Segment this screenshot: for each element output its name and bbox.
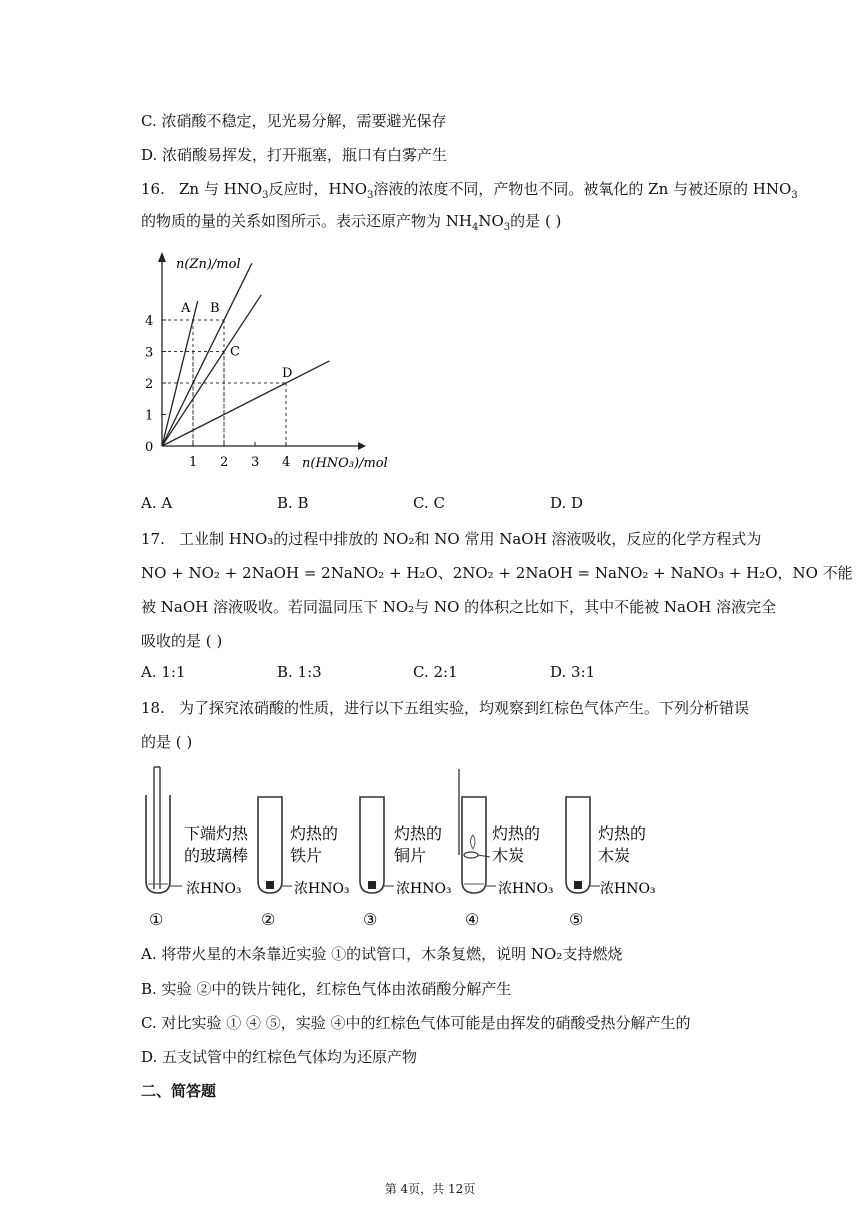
y-tick-label-4: 4 xyxy=(145,314,154,329)
q18-stem-line1 xyxy=(141,697,749,719)
zn-hno3-graph xyxy=(140,248,410,478)
iron-piece xyxy=(266,881,274,889)
series-label-B: B xyxy=(210,301,220,316)
tube-3-number: ③ xyxy=(363,910,378,929)
series-label-C: C xyxy=(230,344,240,360)
x-axis-label: n(HNO₃)/mol xyxy=(302,456,388,471)
tube-3-label-1: 灼热的 xyxy=(394,824,443,843)
q17-stem-line4: 吸收的是 ( ) xyxy=(141,632,223,650)
tube-5-number: ⑤ xyxy=(569,910,584,929)
tube-4-label-1: 灼热的 xyxy=(492,824,541,843)
q16-stem-line2: 的物质的量的关系如图所示。表示还原产物为 $NH_4NO_3$的是 ( ) xyxy=(141,212,562,233)
series-line-C xyxy=(162,295,261,446)
q16-text-part: 的是 ( ) xyxy=(510,212,562,230)
q16-option-a[interactable]: A. A xyxy=(141,494,173,512)
q16-text-part: 的物质的量的关系如图所示。表示还原产物为 NH xyxy=(141,212,472,230)
y-tick-label-3: 3 xyxy=(145,345,154,361)
q16-text-part: NO xyxy=(478,212,504,230)
q18-option-b[interactable]: B. 实验 ②中的铁片钝化，红棕色气体由浓硝酸分解产生 xyxy=(141,980,512,998)
test-tube-figure xyxy=(140,765,670,935)
q17-option-c[interactable]: C. 2:1 xyxy=(413,663,458,681)
q16-option-d[interactable]: D. D xyxy=(550,494,584,512)
flame-icon xyxy=(471,835,476,849)
q17-text: 工业制 HNO₃的过程中排放的 NO₂和 NO 常用 NaOH 溶液吸收，反应的化学方程式为 xyxy=(179,530,762,548)
q18-option-d[interactable]: D. 五支试管中的红棕色气体均为还原产物 xyxy=(141,1048,418,1066)
x-axis-arrow xyxy=(358,442,366,450)
tube-1-label-2: 的玻璃棒 xyxy=(184,846,249,865)
tube-2-acid: 浓HNO₃ xyxy=(294,881,350,897)
tube-1-label-1: 下端灼热 xyxy=(184,824,249,843)
question-number: 17. xyxy=(141,530,165,548)
origin-label: 0 xyxy=(145,440,154,455)
charcoal-piece xyxy=(574,881,582,889)
tube-2-number: ② xyxy=(261,910,276,929)
q16-option-b[interactable]: B. B xyxy=(277,494,309,512)
tube-1-number: ① xyxy=(149,910,164,929)
question-number: 16. xyxy=(141,180,165,198)
series-line-D xyxy=(162,361,329,446)
tube-5 xyxy=(566,797,656,929)
copper-piece xyxy=(368,881,376,889)
q16-text-part: Zn 与 HNO xyxy=(179,180,263,198)
series-label-D: D xyxy=(282,366,293,381)
x-tick-label-1: 1 xyxy=(189,455,198,470)
q17-option-b[interactable]: B. 1:3 xyxy=(277,663,322,681)
tube-2-label-1: 灼热的 xyxy=(290,824,339,843)
tube-5-label-2: 木炭 xyxy=(598,846,631,865)
series-line-A xyxy=(162,301,198,446)
tube-4-acid: 浓HNO₃ xyxy=(498,881,554,897)
y-tick-label-2: 2 xyxy=(145,377,154,392)
tube-1-acid: 浓HNO₃ xyxy=(186,881,242,897)
q17-stem-line2: NO + NO₂ + 2NaOH = 2NaNO₂ + H₂O、2NO₂ + 2NaOH = NaNO₂ + NaNO₃ + H₂O，NO 不能 xyxy=(141,564,853,582)
q17-option-a[interactable]: A. 1:1 xyxy=(141,663,186,681)
q15-option-c: C. 浓硝酸不稳定，见光易分解，需要避光保存 xyxy=(141,112,447,130)
q18-text: 为了探究浓硝酸的性质，进行以下五组实验，均观察到红棕色气体产生。下列分析错误 xyxy=(179,699,750,717)
q17-option-d[interactable]: D. 3:1 xyxy=(550,663,596,681)
q17-stem-line1 xyxy=(141,528,761,550)
tube-1 xyxy=(146,767,249,929)
q15-option-d: D. 浓硝酸易挥发，打开瓶塞，瓶口有白雾产生 xyxy=(141,146,448,164)
charcoal xyxy=(464,852,478,858)
q18-option-a[interactable]: A. 将带火星的木条靠近实验 ①的试管口，木条复燃，说明 NO₂支持燃烧 xyxy=(141,945,623,963)
x-tick-label-2: 2 xyxy=(220,455,229,470)
q16-text-part: 溶液的浓度不同，产物也不同。被氧化的 Zn 与被还原的 HNO xyxy=(373,180,792,198)
tube-2 xyxy=(258,797,350,929)
tube-5-label-1: 灼热的 xyxy=(598,824,647,843)
tube-3-acid: 浓HNO₃ xyxy=(396,881,452,897)
series-label-A: A xyxy=(181,301,191,316)
q17-stem-line3: 被 NaOH 溶液吸收。若同温同压下 NO₂与 NO 的体积之比如下，其中不能被 NaOH 溶液完全 xyxy=(141,598,777,616)
tube-3-label-2: 铜片 xyxy=(394,846,427,865)
tube-4-label-2: 木炭 xyxy=(492,846,525,865)
tube-5-acid: 浓HNO₃ xyxy=(600,881,656,897)
q16-option-c[interactable]: C. C xyxy=(413,494,445,512)
tube-4 xyxy=(459,769,554,929)
tube-2-label-2: 铁片 xyxy=(290,846,323,865)
page-footer: 第 4页，共 12页 xyxy=(384,1182,476,1196)
tube-3 xyxy=(360,797,452,929)
q18-option-c[interactable]: C. 对比实验 ① ④ ⑤，实验 ④中的红棕色气体可能是由挥发的硝酸受热分解产生的 xyxy=(141,1014,691,1032)
section-heading: 二、简答题 xyxy=(141,1082,217,1100)
tube-4-number: ④ xyxy=(465,910,480,929)
question-number: 18. xyxy=(141,699,165,717)
y-axis-arrow xyxy=(158,252,166,262)
q16-stem-line1: 16. Zn 与 $HNO_3$反应时，$HNO_3$溶液的浓度不同，产物也不同。被氧化的 Zn 与被还原的 $HNO_3$ xyxy=(141,180,798,201)
q16-text-part: 反应时，HNO xyxy=(268,180,368,198)
y-axis-label: n(Zn)/mol xyxy=(176,257,241,272)
q18-stem-line2: 的是 ( ) xyxy=(141,733,193,751)
x-tick-label-4: 4 xyxy=(282,455,291,470)
x-tick-label-3: 3 xyxy=(251,455,260,470)
y-tick-label-1: 1 xyxy=(145,408,154,424)
